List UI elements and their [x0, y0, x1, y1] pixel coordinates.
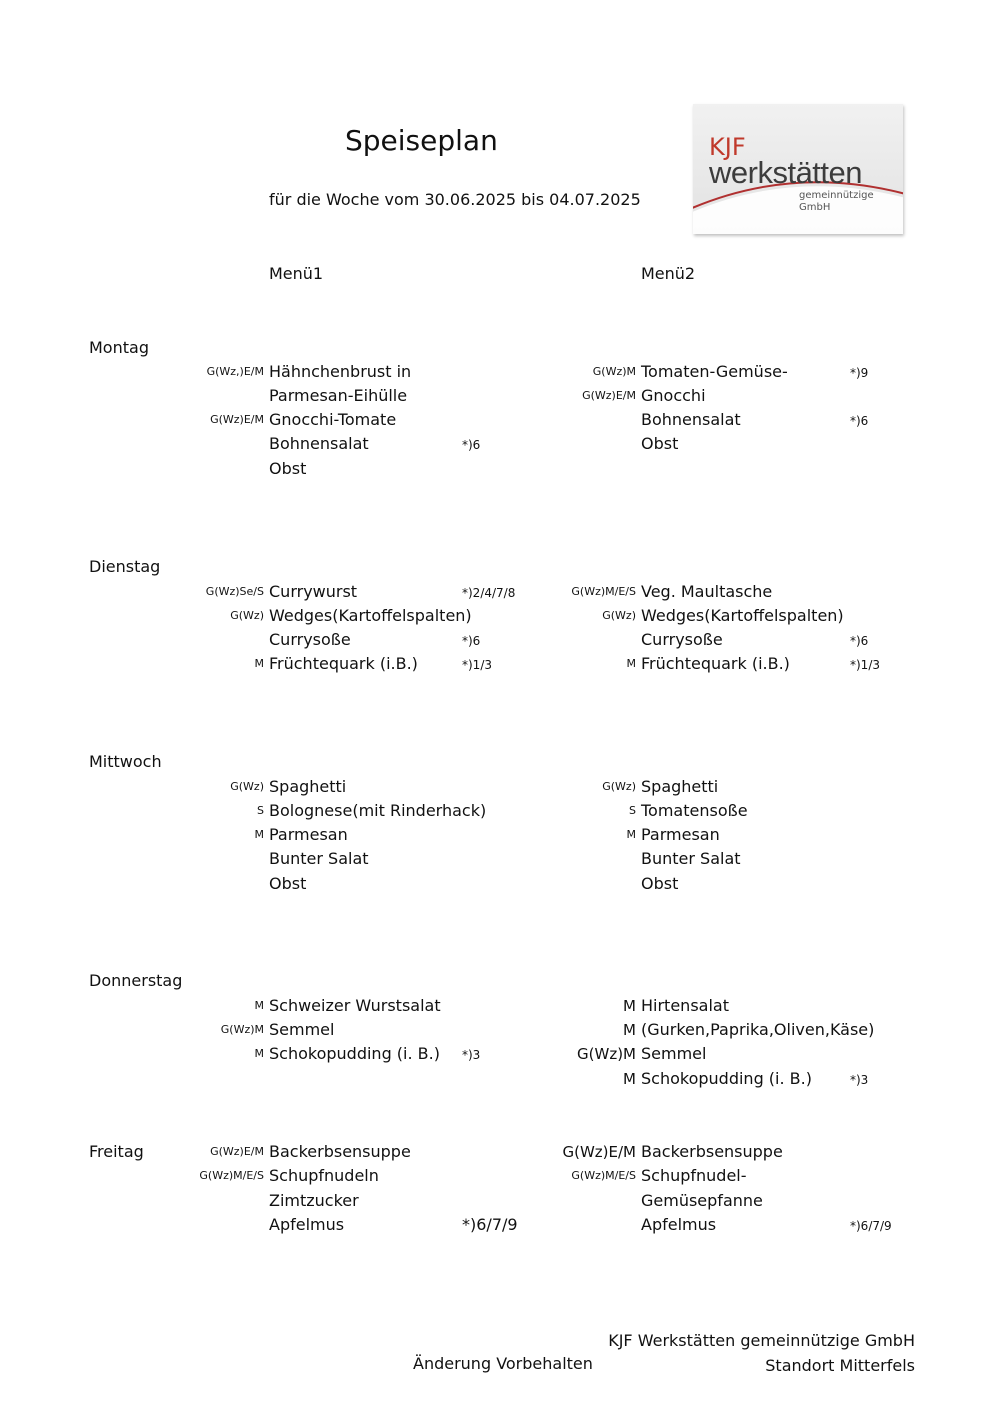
allergen-code: G(Wz) [230, 780, 264, 793]
dish: Hirtensalat [641, 996, 729, 1015]
dish: Currywurst [269, 582, 358, 601]
dish: Semmel [269, 1020, 335, 1039]
allergen-code: M [254, 657, 264, 670]
allergen-code: G(Wz)M/E/S [571, 1169, 636, 1182]
dish: Früchtequark (i.B.) [641, 654, 790, 673]
allergen-code: G(Wz)Se/S [205, 585, 264, 598]
day-thursday: Donnerstag [89, 971, 183, 990]
day-tuesday: Dienstag [89, 557, 161, 576]
day-monday: Montag [89, 338, 149, 357]
allergen-code: M [623, 1070, 636, 1088]
allergen-code: G(Wz) [230, 609, 264, 622]
dish: Bohnensalat [641, 410, 741, 429]
dish: Bolognese(mit Rinderhack) [269, 801, 487, 820]
dish: Tomatensoße [641, 801, 748, 820]
allergen-code: G(Wz)E/M [210, 1145, 264, 1158]
allergen-code: G(Wz)M [220, 1023, 264, 1036]
dish: Schokopudding (i. B.) [269, 1044, 440, 1063]
dish: Currysoße [269, 630, 351, 649]
allergen-code: G(Wz)M/E/S [199, 1169, 264, 1182]
dish: Gnocchi-Tomate [269, 410, 397, 429]
additive-note: *)6 [462, 634, 481, 648]
dish: Semmel [641, 1044, 707, 1063]
dish: Veg. Maultasche [641, 582, 773, 601]
allergen-code: M [623, 1021, 636, 1039]
additive-note: *)6/7/9 [462, 1215, 518, 1234]
dish: Parmesan-Eihülle [269, 386, 408, 405]
dish: Backerbsensuppe [269, 1142, 411, 1161]
footer-location: Standort Mitterfels [765, 1356, 915, 1375]
dish: Apfelmus [269, 1215, 345, 1234]
week-range: für die Woche vom 30.06.2025 bis 04.07.2025 [269, 190, 641, 209]
dish: Zimtzucker [269, 1191, 359, 1210]
logo-kjf: KJF [709, 133, 746, 161]
dish: Bohnensalat [269, 434, 369, 453]
additive-note: *)6 [850, 414, 869, 428]
dish: Schupfnudel- [641, 1166, 747, 1185]
additive-note: *)6 [462, 438, 481, 452]
allergen-code: G(Wz) [602, 609, 636, 622]
allergen-code: M [254, 828, 264, 841]
allergen-code: G(Wz) [602, 780, 636, 793]
day-friday: Freitag [89, 1142, 144, 1161]
dish: Obst [641, 874, 679, 893]
dish: Bunter Salat [641, 849, 741, 868]
dish: Gnocchi [641, 386, 706, 405]
allergen-code: M [254, 999, 264, 1012]
allergen-code: G(Wz)E/M [210, 413, 264, 426]
footer-company: KJF Werkstätten gemeinnützige GmbH [608, 1331, 915, 1350]
dish: Bunter Salat [269, 849, 369, 868]
dish: Spaghetti [641, 777, 719, 796]
allergen-code: M [254, 1047, 264, 1060]
dish: Früchtequark (i.B.) [269, 654, 418, 673]
menu2-header: Menü2 [641, 264, 696, 283]
allergen-code: M [626, 828, 636, 841]
dish: Apfelmus [641, 1215, 717, 1234]
disclaimer: Änderung Vorbehalten [413, 1354, 593, 1373]
allergen-code: S [629, 804, 636, 817]
allergen-code: M [626, 657, 636, 670]
dish: Gemüsepfanne [641, 1191, 763, 1210]
dish: Parmesan [641, 825, 720, 844]
kjf-logo [693, 104, 903, 234]
dish: Schokopudding (i. B.) [641, 1069, 812, 1088]
dish: Backerbsensuppe [641, 1142, 783, 1161]
dish: Tomaten-Gemüse- [641, 362, 788, 381]
allergen-code: G(Wz)E/M [562, 1143, 636, 1161]
logo-gmbh: gemeinnützige GmbH [799, 190, 874, 213]
additive-note: *)3 [462, 1048, 481, 1062]
dish: Parmesan [269, 825, 348, 844]
allergen-code: S [257, 804, 264, 817]
allergen-code: G(Wz)M [592, 365, 636, 378]
page-title: Speiseplan [345, 124, 498, 157]
allergen-code: M [623, 997, 636, 1015]
menu1-header: Menü1 [269, 264, 324, 283]
dish: Obst [641, 434, 679, 453]
dish: Wedges(Kartoffelspalten) [641, 606, 844, 625]
allergen-code: G(Wz)M [577, 1045, 636, 1063]
dish: Schweizer Wurstsalat [269, 996, 441, 1015]
dish: Schupfnudeln [269, 1166, 379, 1185]
dish: Wedges(Kartoffelspalten) [269, 606, 472, 625]
dish: Obst [269, 874, 307, 893]
additive-note: *)2/4/7/8 [462, 586, 516, 600]
dish: Hähnchenbrust in [269, 362, 412, 381]
day-wednesday: Mittwoch [89, 752, 162, 771]
additive-note: *)3 [850, 1073, 869, 1087]
additive-note: *)1/3 [462, 658, 492, 672]
dish: Obst [269, 459, 307, 478]
logo-werkstaetten: werkstätten [709, 155, 863, 190]
allergen-code: G(Wz)E/M [582, 389, 636, 402]
allergen-code: G(Wz)M/E/S [571, 585, 636, 598]
additive-note: *)9 [850, 366, 869, 380]
dish: Spaghetti [269, 777, 347, 796]
additive-note: *)6 [850, 634, 869, 648]
additive-note: *)6/7/9 [850, 1219, 892, 1233]
dish: (Gurken,Paprika,Oliven,Käse) [641, 1020, 875, 1039]
dish: Currysoße [641, 630, 723, 649]
allergen-code: G(Wz,)E/M [206, 365, 264, 378]
additive-note: *)1/3 [850, 658, 880, 672]
